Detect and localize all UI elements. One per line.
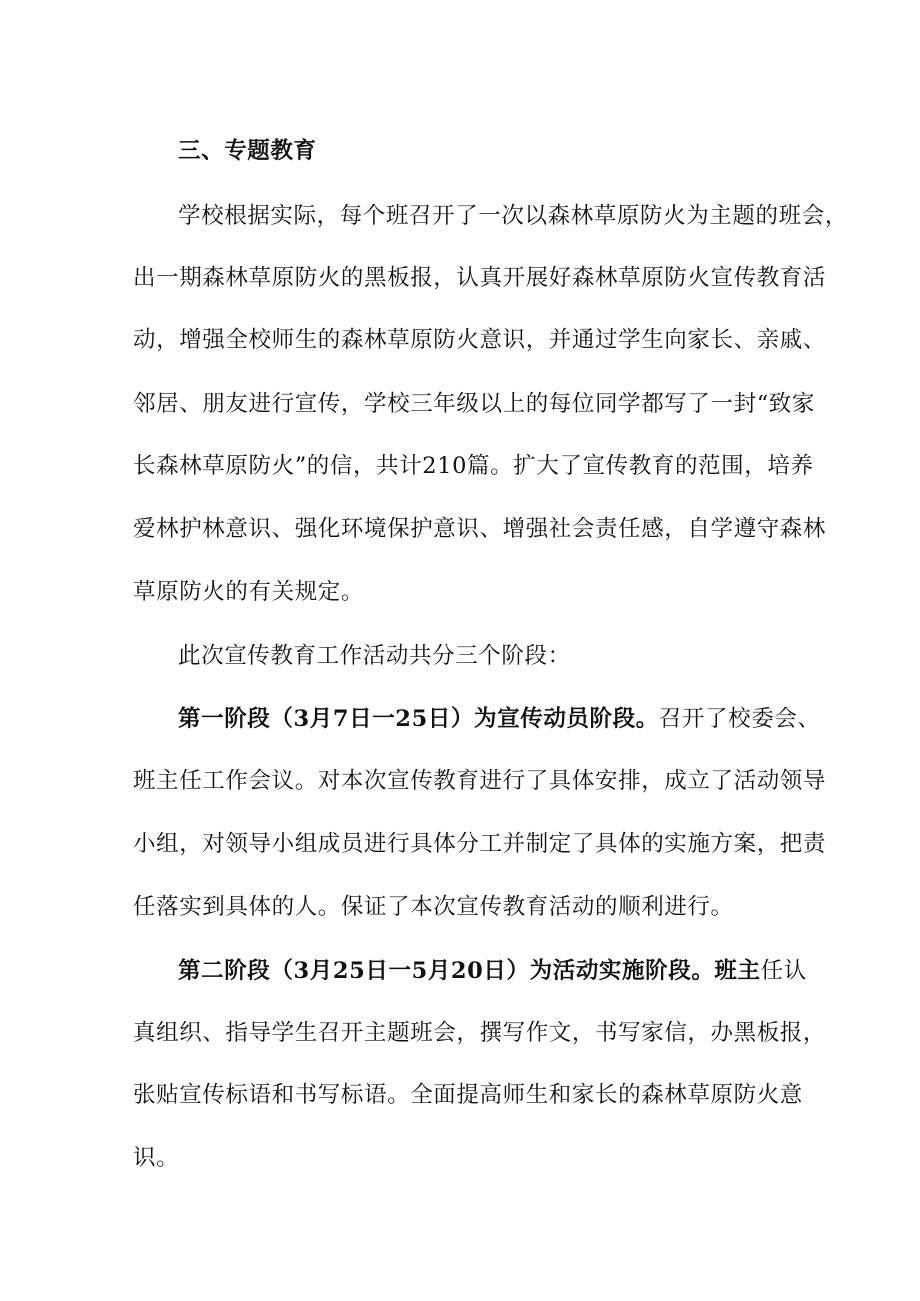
stage2-first-line: [178, 956, 807, 986]
paragraph-line: 邻居、朋友进行宣传，学校三年级以上的每位同学都写了一封“致家: [133, 391, 816, 417]
paragraph-line: 草原防火的有关规定。: [133, 579, 365, 605]
stage2-text: 任认: [760, 958, 807, 984]
paragraph-line: 长森林草原防火”的信，共计210篇。扩大了宣传教育的范围，培养: [133, 453, 814, 479]
stage1-first-line: [178, 704, 821, 734]
paragraph-line: 张贴宣传标语和书写标语。全面提高师生和家长的森林草原防火意: [133, 1082, 803, 1108]
stage1-title: 第一阶段（3月7日一25日）为宣传动员阶段。: [178, 706, 659, 732]
paragraph-line: 学校根据实际，每个班召开了一次以森林草原防火为主题的班会，: [178, 203, 848, 229]
stage2-title: 第二阶段（3月25日一5月20日）为活动实施阶段。班主: [178, 958, 761, 984]
paragraph-line: 小组，对领导小组成员进行具体分工并制定了具体的实施方案，把责: [133, 831, 827, 857]
paragraph-line: 出一期森林草原防火的黑板报，认真开展好森林草原防火宣传教育活: [133, 265, 827, 291]
paragraph-line: 真组织、指导学生召开主题班会，撰写作文，书写家信，办黑板报，: [133, 1020, 827, 1046]
stage1-text: 召开了校委会、: [658, 706, 821, 732]
paragraph-line: 任落实到具体的人。保证了本次宣传教育活动的顺利进行。: [133, 894, 734, 920]
paragraph-line: 动，增强全校师生的森林草原防火意识，并通过学生向家长、亲戚、: [133, 327, 827, 353]
section-heading: 三、专题教育: [178, 138, 317, 164]
stages-intro: 此次宣传教育工作活动共分三个阶段：: [178, 643, 571, 669]
paragraph-line: 识。: [133, 1145, 180, 1171]
paragraph-line: 班主任工作会议。对本次宣传教育进行了具体安排，成立了活动领导: [133, 768, 827, 794]
paragraph-line: 爱林护林意识、强化环境保护意识、增强社会责任感，自学遵守森林: [133, 516, 827, 542]
